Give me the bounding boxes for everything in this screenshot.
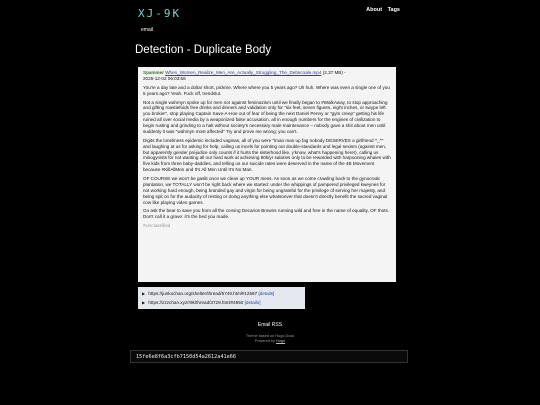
content-hash: 15fe6e8f6a3cfb7150d54a2612a41e66 bbox=[130, 350, 408, 363]
nav-tags-link[interactable]: Tags bbox=[387, 7, 400, 13]
top-nav bbox=[362, 7, 400, 13]
details-link[interactable]: [details] bbox=[244, 300, 261, 305]
post-timestamp: 2025-12-02 06:03:56 bbox=[143, 75, 186, 81]
post-header: Spammer When_Women_Realize_Men_Are_Actually_Struggling_The_Debscoale.mp4 (2.37 MB) - 2025-12-02 06:03:56 bbox=[143, 70, 346, 81]
hugo-link[interactable]: Hugo bbox=[276, 338, 286, 343]
email-link[interactable]: email bbox=[141, 27, 153, 33]
footer-rss-link[interactable]: Email RSS bbox=[257, 322, 283, 328]
triangle-right-icon: ▶ bbox=[142, 291, 146, 296]
duplicate-url[interactable]: https://junkuchan.org/shelter/thread/5749.html#12597 bbox=[148, 291, 258, 296]
file-link[interactable]: When_Women_Realize_Men_Are_Actually_Struggling_The_Debscoale.mp4 bbox=[165, 70, 322, 75]
file-size: (2.37 MB) bbox=[322, 70, 343, 75]
page-title: Detection - Duplicate Body bbox=[135, 44, 272, 56]
post-paragraph: You're a day late and a dollar short, pickme. Where where you 5 years ago? Uh huh. Where was even a single one of you 5 years ago? Yeah. Fuck off, trendslut. bbox=[143, 84, 390, 96]
post-paragraph: Digits the loneliness epidemic included vaginas, all of you were "lmao man up fag nobody DESERVES a girlfriend ^_^" and laughing at us for asking for help, calling us incels for pointing out double-standards and legal sexism (against men, but apparently gender prejudice only counts if it hurts the sisterhood like, y'know, what's happening here!), calling us misogynists for not wanting all our hard work at achieving 80k/yr salaries only to be rewarded with harpooning whales with five kids from three baby-daddies, and telling us our suicide rates were deserved in the name of the 4B Movement because #KillAllMen and It's All Men Until It's No Man. bbox=[143, 137, 391, 173]
duplicate-links bbox=[138, 287, 305, 309]
footer-credits bbox=[0, 334, 540, 344]
powered-by-label: Powered by bbox=[254, 338, 275, 343]
site-logo[interactable]: XJ-9K bbox=[138, 7, 182, 20]
duplicate-link-row bbox=[142, 289, 301, 298]
triangle-right-icon: ▶ bbox=[142, 300, 146, 305]
post-card bbox=[138, 67, 396, 282]
details-link[interactable]: [details] bbox=[258, 291, 275, 296]
nav-about-link[interactable]: About bbox=[366, 7, 383, 13]
theme-credit: Theme based on Hugo Dusk bbox=[245, 334, 295, 338]
duplicate-link-row bbox=[142, 298, 301, 307]
poster-name: Spammer bbox=[143, 70, 164, 75]
post-tag[interactable]: #Unclassified bbox=[143, 223, 171, 229]
post-paragraph: OF COURSE we won't be gaslit once we clean up YOUR mess. As soon as we come crawling back to the gynocratic plantation, we TOTALLY won't be right back where we started: under the whippings of pampered privileged kweynes for not working hard enough, being branded gay and virgin for being ungrateful for the privilege of serving her majesty, and being spit on for the audacity of resting or doing anything else whatsoever that doesn't directly benefit the sacred vaginal cow like playing video games. bbox=[143, 176, 388, 205]
powered-credit bbox=[0, 339, 540, 344]
duplicate-url[interactable]: https://zzzchan.xyz/r9k/thread/3729.html#4950 bbox=[148, 300, 244, 305]
post-paragraph: Not a single wahmyn spoke up for men nor against feminazism until we finally began to #WalkAway, to stop approaching and gifting roastiefoids free drinks and dinners and validation only for "six feet, seven figures, eight inches, or swype left you brokie!", stop playing Captain Save-A-Hoe out of fear of being the next Daniel Penny or "gym creep" getting his life ruined all over social media by a weaponized false accusation, all in enough numbers for the engines of civilization to begin rusting and grinding to a halt without society's necessary male maintenance – nobody gave a shit about men until suddenly it was "wahmyn most affected" Try and prove me wrong; you can't. bbox=[143, 99, 388, 134]
post-paragraph: Go ask the bear to save you from all the coming Decarios Browns running wild and free in the name of equality, OF thots. Don't call it a grave: it's the bed you made. bbox=[143, 208, 390, 220]
